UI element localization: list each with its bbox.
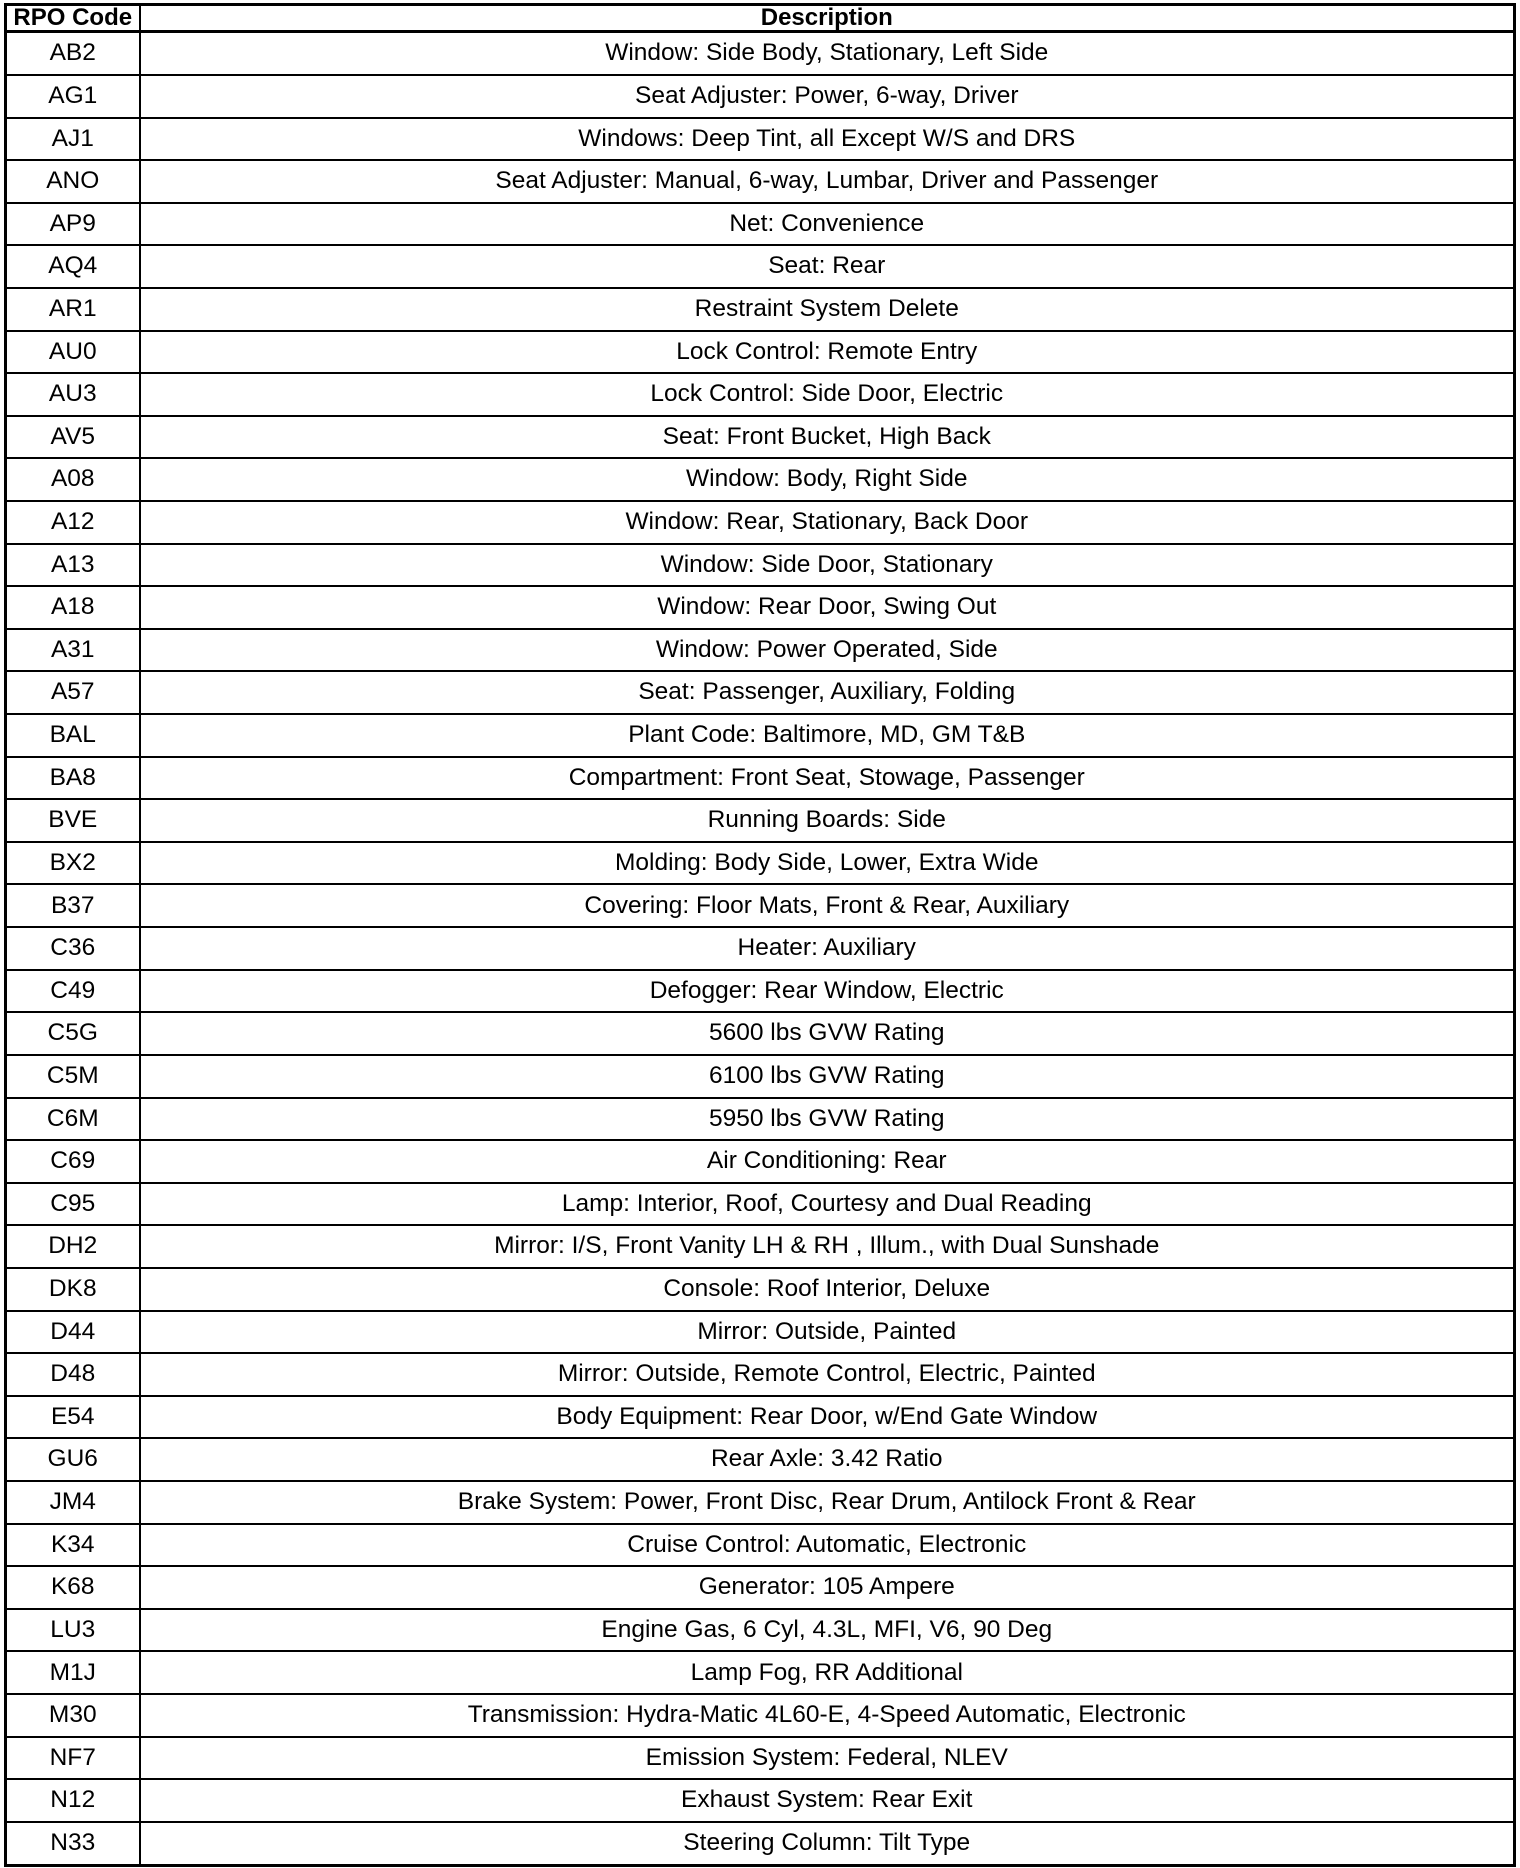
rpo-code-cell: C5M: [6, 1055, 140, 1098]
rpo-code-cell: M1J: [6, 1651, 140, 1694]
rpo-code-cell: AU0: [6, 331, 140, 374]
rpo-code-cell: AV5: [6, 416, 140, 459]
description-cell: Emission System: Federal, NLEV: [140, 1737, 1515, 1780]
column-header-description: Description: [140, 5, 1515, 32]
table-row: [6, 458, 1515, 501]
description-cell: Rear Axle: 3.42 Ratio: [140, 1438, 1515, 1481]
table-row: [6, 288, 1515, 331]
description-cell: Net: Convenience: [140, 203, 1515, 246]
table-row: [6, 1311, 1515, 1354]
table-row: [6, 1779, 1515, 1822]
rpo-code-cell: ANO: [6, 160, 140, 203]
rpo-code-cell: AP9: [6, 203, 140, 246]
description-cell: 6100 lbs GVW Rating: [140, 1055, 1515, 1098]
table-row: [6, 1098, 1515, 1141]
description-cell: Lock Control: Side Door, Electric: [140, 373, 1515, 416]
table-row: [6, 799, 1515, 842]
description-cell: Heater: Auxiliary: [140, 927, 1515, 970]
description-cell: Console: Roof Interior, Deluxe: [140, 1268, 1515, 1311]
description-cell: Window: Rear, Stationary, Back Door: [140, 501, 1515, 544]
rpo-code-cell: AB2: [6, 32, 140, 75]
rpo-code-cell: AR1: [6, 288, 140, 331]
table-row: [6, 671, 1515, 714]
rpo-code-cell: C69: [6, 1140, 140, 1183]
table-row: [6, 1225, 1515, 1268]
rpo-code-cell: A18: [6, 586, 140, 629]
table-row: [6, 416, 1515, 459]
rpo-code-cell: AU3: [6, 373, 140, 416]
rpo-code-cell: C36: [6, 927, 140, 970]
table-header-row: [6, 5, 1515, 32]
table-row: [6, 1396, 1515, 1439]
description-cell: Compartment: Front Seat, Stowage, Passenger: [140, 757, 1515, 800]
table-row: [6, 586, 1515, 629]
rpo-code-cell: C5G: [6, 1012, 140, 1055]
rpo-code-cell: C49: [6, 970, 140, 1013]
rpo-code-cell: AQ4: [6, 245, 140, 288]
table-row: [6, 629, 1515, 672]
rpo-code-cell: JM4: [6, 1481, 140, 1524]
table-row: [6, 927, 1515, 970]
rpo-code-cell: NF7: [6, 1737, 140, 1780]
description-cell: Covering: Floor Mats, Front & Rear, Auxiliary: [140, 884, 1515, 927]
description-cell: Seat: Passenger, Auxiliary, Folding: [140, 671, 1515, 714]
rpo-code-cell: BX2: [6, 842, 140, 885]
description-cell: Mirror: Outside, Remote Control, Electric, Painted: [140, 1353, 1515, 1396]
rpo-code-cell: D48: [6, 1353, 140, 1396]
description-cell: Seat Adjuster: Power, 6-way, Driver: [140, 75, 1515, 118]
rpo-code-cell: M30: [6, 1694, 140, 1737]
description-cell: Generator: 105 Ampere: [140, 1566, 1515, 1609]
table-row: [6, 203, 1515, 246]
rpo-code-cell: C6M: [6, 1098, 140, 1141]
table-row: [6, 1438, 1515, 1481]
table-row: [6, 501, 1515, 544]
rpo-code-cell: AJ1: [6, 118, 140, 161]
table-row: [6, 373, 1515, 416]
rpo-code-cell: A12: [6, 501, 140, 544]
table-row: [6, 331, 1515, 374]
description-cell: Lamp: Interior, Roof, Courtesy and Dual Reading: [140, 1183, 1515, 1226]
table-row: [6, 1822, 1515, 1866]
rpo-code-cell: E54: [6, 1396, 140, 1439]
rpo-code-cell: N12: [6, 1779, 140, 1822]
table-row: [6, 1524, 1515, 1567]
table-row: [6, 1183, 1515, 1226]
description-cell: 5600 lbs GVW Rating: [140, 1012, 1515, 1055]
description-cell: Mirror: I/S, Front Vanity LH & RH , Illum., with Dual Sunshade: [140, 1225, 1515, 1268]
rpo-code-cell: B37: [6, 884, 140, 927]
table-row: [6, 1694, 1515, 1737]
description-cell: Window: Power Operated, Side: [140, 629, 1515, 672]
description-cell: Molding: Body Side, Lower, Extra Wide: [140, 842, 1515, 885]
table-row: [6, 1140, 1515, 1183]
description-cell: Exhaust System: Rear Exit: [140, 1779, 1515, 1822]
description-cell: Mirror: Outside, Painted: [140, 1311, 1515, 1354]
description-cell: Lock Control: Remote Entry: [140, 331, 1515, 374]
description-cell: Window: Side Body, Stationary, Left Side: [140, 32, 1515, 75]
rpo-code-cell: K68: [6, 1566, 140, 1609]
table-row: [6, 245, 1515, 288]
table-row: [6, 32, 1515, 75]
table-row: [6, 1481, 1515, 1524]
table-row: [6, 1268, 1515, 1311]
table-row: [6, 1012, 1515, 1055]
description-cell: Seat Adjuster: Manual, 6-way, Lumbar, Driver and Passenger: [140, 160, 1515, 203]
rpo-code-cell: AG1: [6, 75, 140, 118]
rpo-code-cell: A57: [6, 671, 140, 714]
rpo-code-cell: DK8: [6, 1268, 140, 1311]
table-row: [6, 1566, 1515, 1609]
rpo-code-cell: DH2: [6, 1225, 140, 1268]
table-row: [6, 1651, 1515, 1694]
rpo-code-cell: A13: [6, 544, 140, 587]
rpo-code-cell: BAL: [6, 714, 140, 757]
description-cell: Windows: Deep Tint, all Except W/S and DRS: [140, 118, 1515, 161]
rpo-code-cell: GU6: [6, 1438, 140, 1481]
table-row: [6, 160, 1515, 203]
description-cell: Body Equipment: Rear Door, w/End Gate Window: [140, 1396, 1515, 1439]
table-row: [6, 75, 1515, 118]
description-cell: Seat: Rear: [140, 245, 1515, 288]
description-cell: Air Conditioning: Rear: [140, 1140, 1515, 1183]
rpo-code-cell: A08: [6, 458, 140, 501]
table-body: [6, 32, 1515, 1866]
column-header-rpo-code: RPO Code: [6, 5, 140, 32]
rpo-code-cell: LU3: [6, 1609, 140, 1652]
rpo-code-table: [4, 3, 1516, 1867]
description-cell: Lamp Fog, RR Additional: [140, 1651, 1515, 1694]
description-cell: 5950 lbs GVW Rating: [140, 1098, 1515, 1141]
description-cell: Plant Code: Baltimore, MD, GM T&B: [140, 714, 1515, 757]
rpo-code-cell: D44: [6, 1311, 140, 1354]
description-cell: Window: Body, Right Side: [140, 458, 1515, 501]
rpo-code-cell: C95: [6, 1183, 140, 1226]
table-row: [6, 1055, 1515, 1098]
description-cell: Restraint System Delete: [140, 288, 1515, 331]
rpo-code-cell: A31: [6, 629, 140, 672]
description-cell: Window: Side Door, Stationary: [140, 544, 1515, 587]
table-row: [6, 1353, 1515, 1396]
rpo-code-cell: BA8: [6, 757, 140, 800]
table-row: [6, 1737, 1515, 1780]
table-row: [6, 970, 1515, 1013]
description-cell: Defogger: Rear Window, Electric: [140, 970, 1515, 1013]
table-row: [6, 757, 1515, 800]
description-cell: Brake System: Power, Front Disc, Rear Drum, Antilock Front & Rear: [140, 1481, 1515, 1524]
table-row: [6, 118, 1515, 161]
description-cell: Running Boards: Side: [140, 799, 1515, 842]
description-cell: Window: Rear Door, Swing Out: [140, 586, 1515, 629]
description-cell: Cruise Control: Automatic, Electronic: [140, 1524, 1515, 1567]
rpo-code-cell: BVE: [6, 799, 140, 842]
description-cell: Transmission: Hydra-Matic 4L60-E, 4-Speed Automatic, Electronic: [140, 1694, 1515, 1737]
table-row: [6, 884, 1515, 927]
table-row: [6, 544, 1515, 587]
description-cell: Engine Gas, 6 Cyl, 4.3L, MFI, V6, 90 Deg: [140, 1609, 1515, 1652]
rpo-code-cell: N33: [6, 1822, 140, 1866]
description-cell: Steering Column: Tilt Type: [140, 1822, 1515, 1866]
rpo-code-cell: K34: [6, 1524, 140, 1567]
table-row: [6, 714, 1515, 757]
table-row: [6, 842, 1515, 885]
description-cell: Seat: Front Bucket, High Back: [140, 416, 1515, 459]
table-row: [6, 1609, 1515, 1652]
